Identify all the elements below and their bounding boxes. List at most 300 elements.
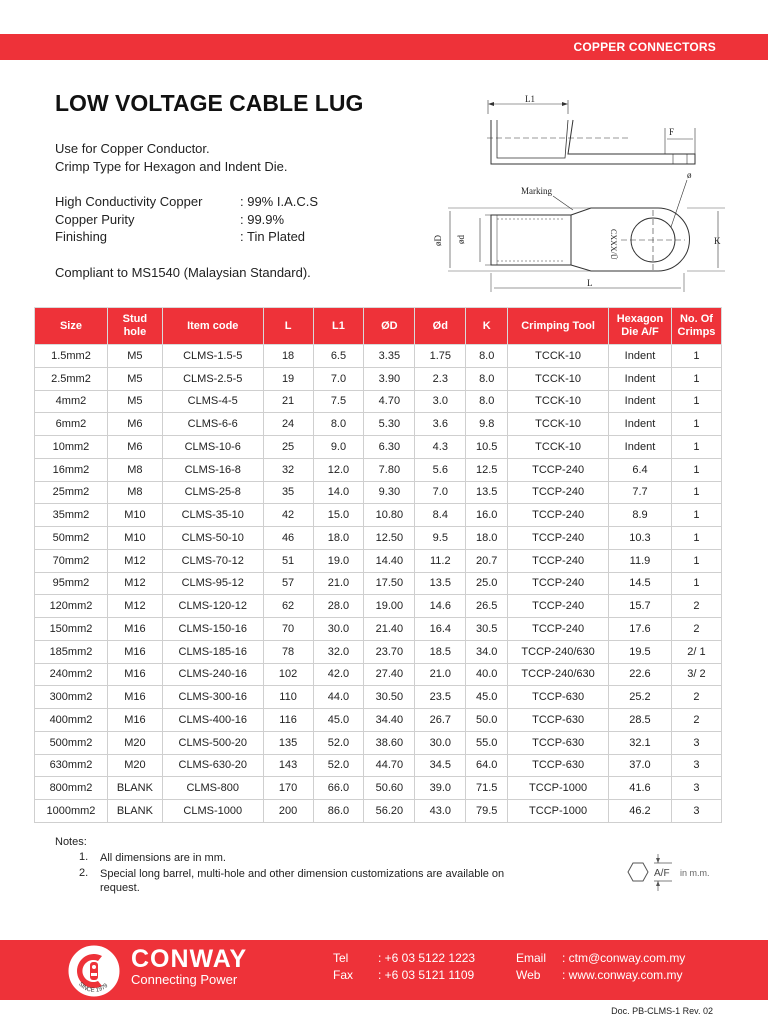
af-label: A/F xyxy=(654,868,670,879)
table-cell: CLMS-300-16 xyxy=(162,686,263,709)
brand-name: CONWAY xyxy=(131,945,248,973)
logo-since: SINCE 1979 xyxy=(77,981,110,995)
table-cell: 5.6 xyxy=(415,458,466,481)
table-cell: 9.30 xyxy=(364,481,415,504)
column-header xyxy=(162,308,263,345)
column-header-line: Crimps xyxy=(677,326,716,338)
table-cell: TCCP-630 xyxy=(508,754,609,777)
column-header xyxy=(107,308,162,345)
table-cell: 8.0 xyxy=(466,390,508,413)
table-cell: 3.35 xyxy=(364,345,415,368)
table-cell: 25.2 xyxy=(609,686,672,709)
column-header xyxy=(364,308,415,345)
table-row xyxy=(35,458,722,481)
table-cell: CLMS-400-16 xyxy=(162,709,263,732)
table-cell: 8.0 xyxy=(466,367,508,390)
column-header xyxy=(508,308,609,345)
category-label: COPPER CONNECTORS xyxy=(573,40,716,54)
fax-label: Fax xyxy=(333,968,354,982)
table-cell: 630mm2 xyxy=(35,754,108,777)
table-cell: 46 xyxy=(263,527,313,550)
table-cell: 14.5 xyxy=(609,572,672,595)
document-reference: Doc. PB-CLMS-1 Rev. 02 xyxy=(611,1006,713,1016)
table-cell: 1 xyxy=(671,527,721,550)
table-cell: 3 xyxy=(671,754,721,777)
table-cell: 18 xyxy=(263,345,313,368)
column-header xyxy=(263,308,313,345)
table-row xyxy=(35,595,722,618)
table-cell: 18.0 xyxy=(313,527,364,550)
table-cell: 116 xyxy=(263,709,313,732)
table-cell: 40.0 xyxy=(466,663,508,686)
table-cell: 34.0 xyxy=(466,640,508,663)
column-header xyxy=(415,308,466,345)
table-cell: 1 xyxy=(671,504,721,527)
table-cell: 200 xyxy=(263,800,313,823)
table-cell: 150mm2 xyxy=(35,618,108,641)
table-cell: 7.0 xyxy=(313,367,364,390)
table-cell: CLMS-1.5-5 xyxy=(162,345,263,368)
table-cell: CLMS-240-16 xyxy=(162,663,263,686)
table-cell: 10mm2 xyxy=(35,436,108,459)
table-cell: TCCK-10 xyxy=(508,413,609,436)
table-cell: 2 xyxy=(671,595,721,618)
spec-label: High Conductivity Copper xyxy=(55,194,203,209)
table-cell: 8.0 xyxy=(313,413,364,436)
table-cell: M12 xyxy=(107,595,162,618)
column-header-line: K xyxy=(482,319,491,332)
table-cell: M5 xyxy=(107,390,162,413)
table-cell: 7.80 xyxy=(364,458,415,481)
table-row xyxy=(35,640,722,663)
email-link[interactable]: : ctm@conway.com.my xyxy=(562,951,686,965)
table-cell: 55.0 xyxy=(466,731,508,754)
table-cell: 42 xyxy=(263,504,313,527)
table-cell: 35 xyxy=(263,481,313,504)
table-cell: 26.5 xyxy=(466,595,508,618)
table-cell: 23.70 xyxy=(364,640,415,663)
table-cell: 120mm2 xyxy=(35,595,108,618)
table-cell: 30.50 xyxy=(364,686,415,709)
table-cell: 30.0 xyxy=(313,618,364,641)
table-cell: 32 xyxy=(263,458,313,481)
table-cell: Indent xyxy=(609,390,672,413)
table-cell: 13.5 xyxy=(415,572,466,595)
table-cell: BLANK xyxy=(107,800,162,823)
table-cell: CLMS-50-10 xyxy=(162,527,263,550)
table-row xyxy=(35,345,722,368)
table-row xyxy=(35,663,722,686)
table-row xyxy=(35,390,722,413)
table-cell: 15.0 xyxy=(313,504,364,527)
table-row xyxy=(35,777,722,800)
table-cell: 3 xyxy=(671,800,721,823)
table-cell: TCCP-240/630 xyxy=(508,663,609,686)
table-cell: 15.7 xyxy=(609,595,672,618)
table-cell: CLMS-120-12 xyxy=(162,595,263,618)
table-cell: 50.60 xyxy=(364,777,415,800)
note-number: 2. xyxy=(79,867,89,879)
table-cell: 11.2 xyxy=(415,549,466,572)
table-cell: 9.0 xyxy=(313,436,364,459)
table-cell: 44.70 xyxy=(364,754,415,777)
table-cell: CLMS-6-6 xyxy=(162,413,263,436)
column-header-line: Size xyxy=(59,319,82,332)
table-cell: 1 xyxy=(671,436,721,459)
label-L: L xyxy=(587,278,593,288)
table-cell: 2 xyxy=(671,686,721,709)
table-cell: 143 xyxy=(263,754,313,777)
table-cell: TCCP-630 xyxy=(508,709,609,732)
spec-row xyxy=(55,212,395,227)
table-cell: 25.0 xyxy=(466,572,508,595)
note-text: Special long barrel, multi-hole and other dimension customizations are available on request. xyxy=(100,868,505,894)
table-cell: 2 xyxy=(671,618,721,641)
table-cell: CLMS-4-5 xyxy=(162,390,263,413)
table-cell: TCCP-240 xyxy=(508,595,609,618)
table-cell: 43.0 xyxy=(415,800,466,823)
table-row xyxy=(35,686,722,709)
table-cell: 7.7 xyxy=(609,481,672,504)
table-cell: M6 xyxy=(107,413,162,436)
table-cell: 16mm2 xyxy=(35,458,108,481)
table-cell: 14.0 xyxy=(313,481,364,504)
table-cell: TCCP-240 xyxy=(508,549,609,572)
table-cell: 6mm2 xyxy=(35,413,108,436)
intro-line-2: Crimp Type for Hexagon and Indent Die. xyxy=(55,159,288,174)
table-cell: 18.5 xyxy=(415,640,466,663)
table-cell: 2.5mm2 xyxy=(35,367,108,390)
table-cell: CLMS-35-10 xyxy=(162,504,263,527)
table-cell: 9.8 xyxy=(466,413,508,436)
table-cell: M8 xyxy=(107,481,162,504)
table-cell: 6.4 xyxy=(609,458,672,481)
table-cell: 2.3 xyxy=(415,367,466,390)
table-cell: 35mm2 xyxy=(35,504,108,527)
table-row xyxy=(35,572,722,595)
table-cell: 32.0 xyxy=(313,640,364,663)
table-cell: 2/ 1 xyxy=(671,640,721,663)
notes-heading: Notes: xyxy=(55,836,87,848)
table-cell: M5 xyxy=(107,345,162,368)
table-cell: 1.5mm2 xyxy=(35,345,108,368)
table-cell: 12.0 xyxy=(313,458,364,481)
table-cell: 66.0 xyxy=(313,777,364,800)
table-cell: CLMS-25-8 xyxy=(162,481,263,504)
intro-line-1: Use for Copper Conductor. xyxy=(55,141,210,156)
hexagon-af-diagram xyxy=(618,851,718,893)
column-header xyxy=(671,308,721,345)
table-cell: TCCK-10 xyxy=(508,345,609,368)
table-cell: 2 xyxy=(671,709,721,732)
column-header-line: No. Of xyxy=(679,313,713,325)
table-cell: 170 xyxy=(263,777,313,800)
table-cell: 70mm2 xyxy=(35,549,108,572)
table-cell: 37.0 xyxy=(609,754,672,777)
table-row xyxy=(35,618,722,641)
table-cell: 71.5 xyxy=(466,777,508,800)
table-cell: TCCP-240 xyxy=(508,618,609,641)
table-cell: 52.0 xyxy=(313,754,364,777)
table-cell: 6.30 xyxy=(364,436,415,459)
spec-value: : 99% I.A.C.S xyxy=(240,194,319,209)
table-cell: 9.5 xyxy=(415,527,466,550)
table-cell: 64.0 xyxy=(466,754,508,777)
table-cell: 5.30 xyxy=(364,413,415,436)
table-row xyxy=(35,754,722,777)
table-cell: TCCP-240 xyxy=(508,527,609,550)
table-cell: TCCP-240 xyxy=(508,504,609,527)
table-cell: 20.7 xyxy=(466,549,508,572)
table-cell: M20 xyxy=(107,731,162,754)
table-cell: M16 xyxy=(107,663,162,686)
table-cell: 3.90 xyxy=(364,367,415,390)
table-cell: 57 xyxy=(263,572,313,595)
column-header xyxy=(35,308,108,345)
table-cell: 3 xyxy=(671,731,721,754)
column-header-line: Die A/F xyxy=(621,326,659,338)
table-cell: 3/ 2 xyxy=(671,663,721,686)
web-link[interactable]: : www.conway.com.my xyxy=(562,968,683,982)
table-cell: M12 xyxy=(107,572,162,595)
table-cell: 21.0 xyxy=(313,572,364,595)
spec-label: Finishing xyxy=(55,229,108,244)
table-cell: Indent xyxy=(609,413,672,436)
table-cell: 12.5 xyxy=(466,458,508,481)
table-cell: 110 xyxy=(263,686,313,709)
table-cell: 25 xyxy=(263,436,313,459)
table-cell: 11.9 xyxy=(609,549,672,572)
page-title: LOW VOLTAGE CABLE LUG xyxy=(55,90,364,116)
table-cell: 7.0 xyxy=(415,481,466,504)
table-cell: CLMS-70-12 xyxy=(162,549,263,572)
table-cell: 1 xyxy=(671,572,721,595)
table-cell: 102 xyxy=(263,663,313,686)
table-cell: M6 xyxy=(107,436,162,459)
table-cell: TCCK-10 xyxy=(508,367,609,390)
table-row xyxy=(35,800,722,823)
table-cell: M20 xyxy=(107,754,162,777)
table-row xyxy=(35,436,722,459)
table-cell: 1 xyxy=(671,458,721,481)
brand-slogan: Connecting Power xyxy=(131,972,238,987)
table-cell: 17.50 xyxy=(364,572,415,595)
table-cell: 79.5 xyxy=(466,800,508,823)
table-cell: 14.40 xyxy=(364,549,415,572)
table-cell: 8.0 xyxy=(466,345,508,368)
spec-value: : 99.9% xyxy=(240,212,285,227)
table-cell: 21.0 xyxy=(415,663,466,686)
table-cell: 19.5 xyxy=(609,640,672,663)
label-F: F xyxy=(669,127,675,137)
column-header xyxy=(609,308,672,345)
specification-table xyxy=(34,307,722,823)
table-cell: 21 xyxy=(263,390,313,413)
table-cell: TCCP-1000 xyxy=(508,777,609,800)
table-cell: 22.6 xyxy=(609,663,672,686)
table-cell: 18.0 xyxy=(466,527,508,550)
label-phiD: øD xyxy=(433,235,443,246)
table-cell: TCCK-10 xyxy=(508,436,609,459)
table-cell: 16.4 xyxy=(415,618,466,641)
table-cell: CLMS-1000 xyxy=(162,800,263,823)
table-cell: 12.50 xyxy=(364,527,415,550)
table-cell: 1 xyxy=(671,367,721,390)
column-header-line: ØD xyxy=(381,319,398,332)
spec-value: : Tin Plated xyxy=(240,229,306,244)
table-cell: BLANK xyxy=(107,777,162,800)
table-cell: 24 xyxy=(263,413,313,436)
table-cell: 16.0 xyxy=(466,504,508,527)
table-cell: 32.1 xyxy=(609,731,672,754)
table-cell: 8.9 xyxy=(609,504,672,527)
label-marking: Marking xyxy=(521,186,552,196)
label-phi: ø xyxy=(687,170,692,180)
table-cell: 10.80 xyxy=(364,504,415,527)
table-cell: 3.6 xyxy=(415,413,466,436)
table-row xyxy=(35,413,722,436)
table-cell: 28.5 xyxy=(609,709,672,732)
table-cell: CLMS-630-20 xyxy=(162,754,263,777)
table-cell: 1 xyxy=(671,390,721,413)
table-cell: TCCP-1000 xyxy=(508,800,609,823)
column-header-line: Stud xyxy=(122,313,148,325)
table-cell: 6.5 xyxy=(313,345,364,368)
conway-logo xyxy=(66,943,122,999)
table-cell: 21.40 xyxy=(364,618,415,641)
table-cell: 46.2 xyxy=(609,800,672,823)
table-cell: TCCP-630 xyxy=(508,686,609,709)
table-cell: 78 xyxy=(263,640,313,663)
table-cell: TCCP-630 xyxy=(508,731,609,754)
table-cell: 10.5 xyxy=(466,436,508,459)
table-cell: 1.75 xyxy=(415,345,466,368)
table-row xyxy=(35,504,722,527)
table-cell: 17.6 xyxy=(609,618,672,641)
table-cell: 3.0 xyxy=(415,390,466,413)
spec-row xyxy=(55,229,395,244)
table-cell: 41.6 xyxy=(609,777,672,800)
table-cell: 26.7 xyxy=(415,709,466,732)
table-cell: CLMS-150-16 xyxy=(162,618,263,641)
column-header-line: hole xyxy=(123,326,147,338)
table-cell: 25mm2 xyxy=(35,481,108,504)
table-cell: 1 xyxy=(671,413,721,436)
table-cell: M16 xyxy=(107,640,162,663)
column-header xyxy=(466,308,508,345)
tel-value: : +6 03 5122 1223 xyxy=(378,951,476,965)
email-label: Email xyxy=(516,951,547,965)
table-cell: 56.20 xyxy=(364,800,415,823)
table-cell: 50mm2 xyxy=(35,527,108,550)
spec-label: Copper Purity xyxy=(55,212,135,227)
table-cell: 240mm2 xyxy=(35,663,108,686)
table-cell: 51 xyxy=(263,549,313,572)
note-text: All dimensions are in mm. xyxy=(100,852,226,864)
header-bar xyxy=(0,34,768,60)
table-cell: TCCP-240 xyxy=(508,481,609,504)
table-cell: 39.0 xyxy=(415,777,466,800)
table-cell: 135 xyxy=(263,731,313,754)
table-cell: 45.0 xyxy=(466,686,508,709)
column-header-line: Ød xyxy=(432,319,448,332)
af-unit: in m.m. xyxy=(680,868,710,878)
table-cell: 13.5 xyxy=(466,481,508,504)
table-cell: CLMS-16-8 xyxy=(162,458,263,481)
table-cell: 800mm2 xyxy=(35,777,108,800)
table-row xyxy=(35,481,722,504)
table-cell: 4mm2 xyxy=(35,390,108,413)
table-cell: 14.6 xyxy=(415,595,466,618)
fax-value: : +6 03 5121 1109 xyxy=(378,968,475,982)
table-cell: M12 xyxy=(107,549,162,572)
table-cell: 86.0 xyxy=(313,800,364,823)
table-cell: M10 xyxy=(107,527,162,550)
table-cell: CLMS-500-20 xyxy=(162,731,263,754)
table-cell: Indent xyxy=(609,436,672,459)
table-cell: 500mm2 xyxy=(35,731,108,754)
table-cell: TCCK-10 xyxy=(508,390,609,413)
table-cell: 1 xyxy=(671,481,721,504)
spec-row xyxy=(55,194,395,209)
column-header-line: Hexagon xyxy=(616,313,664,325)
table-cell: 23.5 xyxy=(415,686,466,709)
table-cell: M16 xyxy=(107,709,162,732)
table-cell: CLMS-10-6 xyxy=(162,436,263,459)
table-cell: TCCP-240 xyxy=(508,572,609,595)
table-cell: CLMS-2.5-5 xyxy=(162,367,263,390)
table-cell: 45.0 xyxy=(313,709,364,732)
table-row xyxy=(35,549,722,572)
table-cell: 3 xyxy=(671,777,721,800)
table-cell: 1000mm2 xyxy=(35,800,108,823)
web-label: Web xyxy=(516,968,541,982)
table-cell: 50.0 xyxy=(466,709,508,732)
cable-lug-drawing xyxy=(425,92,725,297)
table-cell: 1 xyxy=(671,345,721,368)
column-header-line: Item code xyxy=(187,319,239,332)
table-cell: Indent xyxy=(609,345,672,368)
hexagon-icon xyxy=(628,863,648,881)
table-header-row xyxy=(35,308,722,345)
table-cell: CLMS-800 xyxy=(162,777,263,800)
table-cell: 27.40 xyxy=(364,663,415,686)
table-cell: 30.5 xyxy=(466,618,508,641)
table-cell: 28.0 xyxy=(313,595,364,618)
table-cell: Indent xyxy=(609,367,672,390)
table-cell: 95mm2 xyxy=(35,572,108,595)
table-cell: M16 xyxy=(107,618,162,641)
table-cell: 19 xyxy=(263,367,313,390)
table-cell: 300mm2 xyxy=(35,686,108,709)
notes xyxy=(55,836,505,894)
table-cell: CLMS-185-16 xyxy=(162,640,263,663)
table-cell: 4.3 xyxy=(415,436,466,459)
table-cell: 10.3 xyxy=(609,527,672,550)
table-cell: 1 xyxy=(671,549,721,572)
column-header-line: L1 xyxy=(332,319,345,332)
table-cell: TCCP-240 xyxy=(508,458,609,481)
table-cell: 70 xyxy=(263,618,313,641)
table-cell: 34.40 xyxy=(364,709,415,732)
column-header-line: L xyxy=(284,319,292,332)
table-cell: 19.0 xyxy=(313,549,364,572)
table-cell: M8 xyxy=(107,458,162,481)
label-phid: ød xyxy=(456,235,466,244)
column-header xyxy=(313,308,364,345)
table-cell: 30.0 xyxy=(415,731,466,754)
table-cell: 400mm2 xyxy=(35,709,108,732)
